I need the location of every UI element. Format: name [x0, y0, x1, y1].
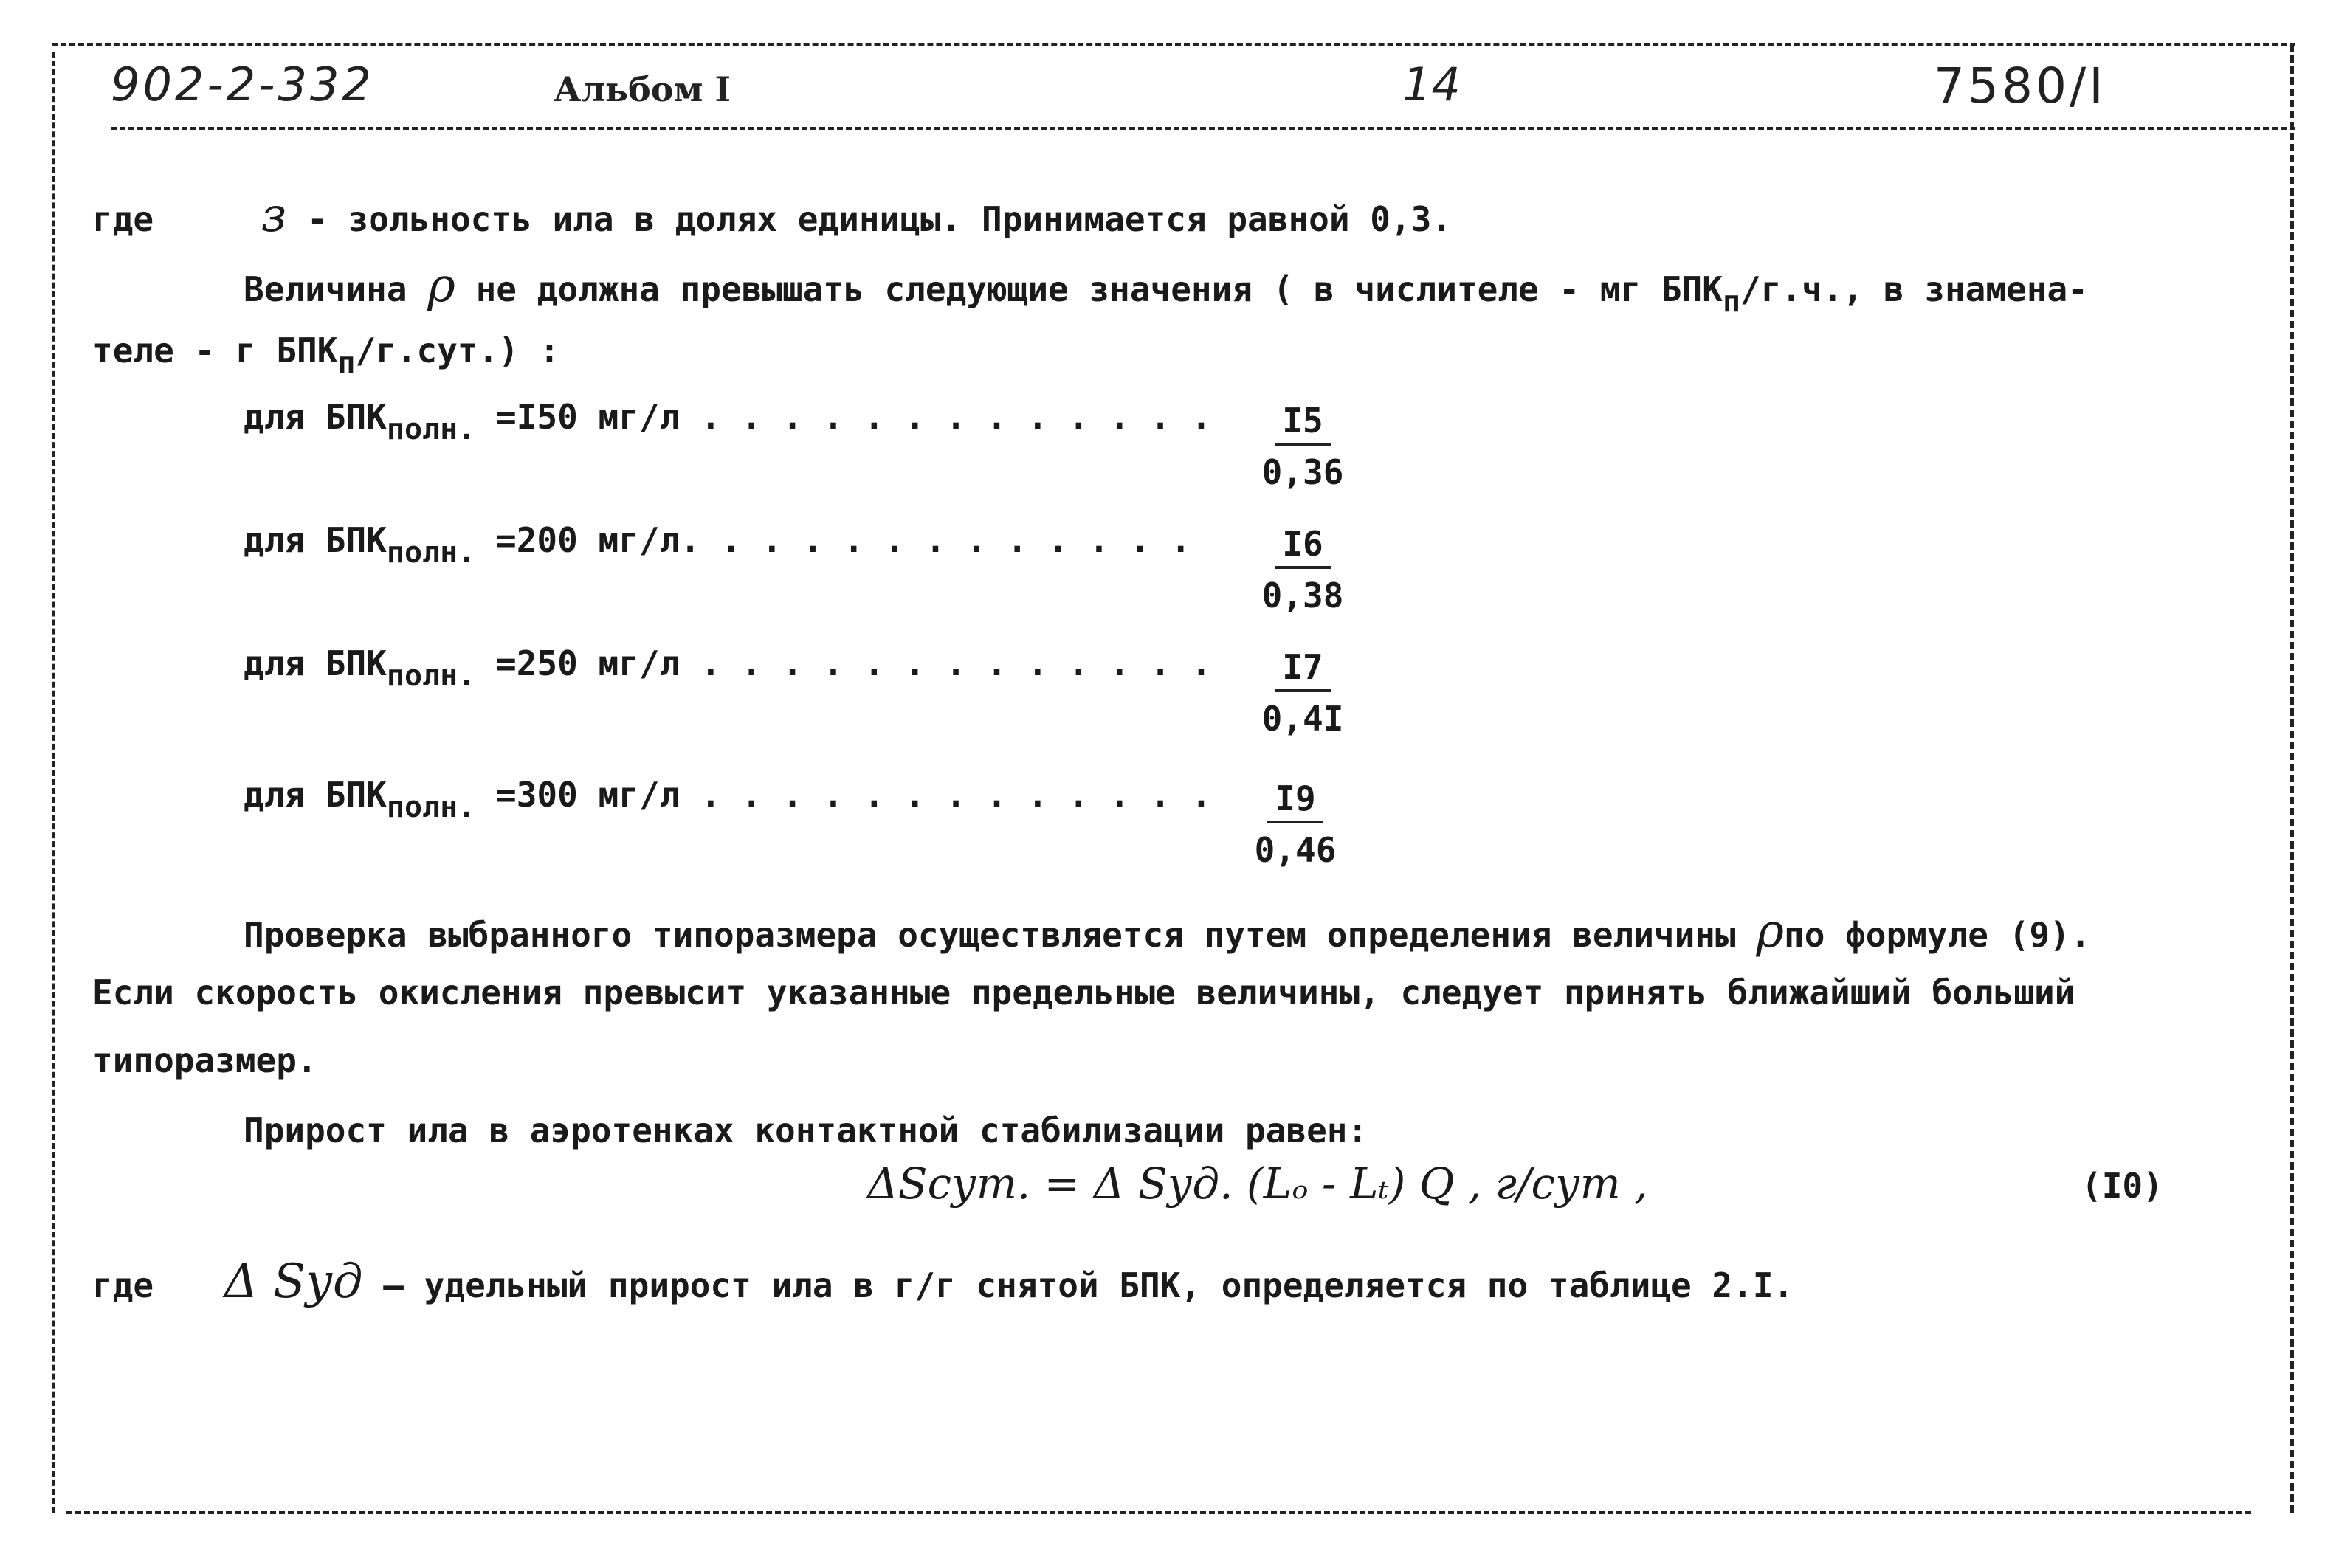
limit-row: для $БПК_{полн.} =300$ мг/л . . . . . . . . . . . . . — [244, 775, 1212, 824]
limit-row: для $БПК_{полн.} =250$ мг/л . . . . . . . . . . . . . — [244, 643, 1212, 693]
growth-intro: Прирост ила в аэротенках контактной стабилизации равен: — [244, 1111, 1368, 1150]
limit-fraction: $\frac{I7}{0,4I}$ — [1247, 645, 1358, 742]
frame-right-line — [2290, 44, 2294, 1513]
ash-definition: - зольность ила в долях единицы. Принимается равной 0,3. — [307, 199, 1452, 239]
document-number: 7580/I — [1934, 58, 2106, 114]
limit-fraction: $\frac{I9}{0,46}$ — [1240, 776, 1351, 874]
limit-fraction: $\frac{I6}{0,38}$ — [1247, 522, 1358, 619]
page-number: 14 — [1402, 58, 1461, 111]
rho-intro-line1: Величина ρ не должна превышать следующие значения ( в числителе - мг $БПК_п/г.ч$., в знамена- — [244, 258, 2088, 319]
where-ash-line — [92, 188, 1452, 243]
frame-header-divider — [111, 127, 2295, 130]
frame-left-line — [52, 52, 55, 1513]
limit-row: для $БПК_{полн.} =200$ мг/л. . . . . . . . . . . . . — [244, 520, 1191, 570]
frame-top-line — [52, 43, 2295, 46]
ash-symbol: з — [261, 188, 287, 243]
where-growth-line — [92, 1254, 1794, 1309]
where-label: где — [92, 1265, 154, 1305]
where-label: где — [92, 199, 154, 239]
album-label: Альбом I — [554, 69, 731, 109]
limit-fraction: $\frac{I5}{0,36}$ — [1247, 398, 1358, 496]
document-code: 902-2-332 — [111, 58, 374, 111]
rho-symbol: ρ — [427, 258, 455, 313]
limit-row: для $БПК_{полн.} =I50$ мг/л . . . . . . . . . . . . . — [244, 397, 1212, 446]
check-line2: Если скорость окисления превысит указанные предельные величины, следует принять ближайший больший — [92, 973, 2075, 1012]
check-line1: Проверка выбранного типоразмера осуществляется путем определения величины ρпо формуле (9). — [244, 904, 2091, 959]
specific-growth-symbol: Δ Sуд — [224, 1254, 363, 1309]
growth-formula: ΔSсут. = Δ Sуд. (Lₒ - Lₜ) Q , г/сут , — [867, 1158, 1648, 1209]
equation-number: (I0) — [2081, 1166, 2163, 1206]
rho-symbol: ρ — [1756, 904, 1785, 959]
check-line3: типоразмер. — [92, 1040, 317, 1080]
frame-bottom-line — [66, 1511, 2251, 1514]
rho-intro-line2: теле - г $БПК_п/г.сут$.) : — [92, 331, 560, 380]
specific-growth-definition: – удельный прирост ила в г/г снятой БПК, определяется по таблице 2.I. — [383, 1265, 1794, 1305]
